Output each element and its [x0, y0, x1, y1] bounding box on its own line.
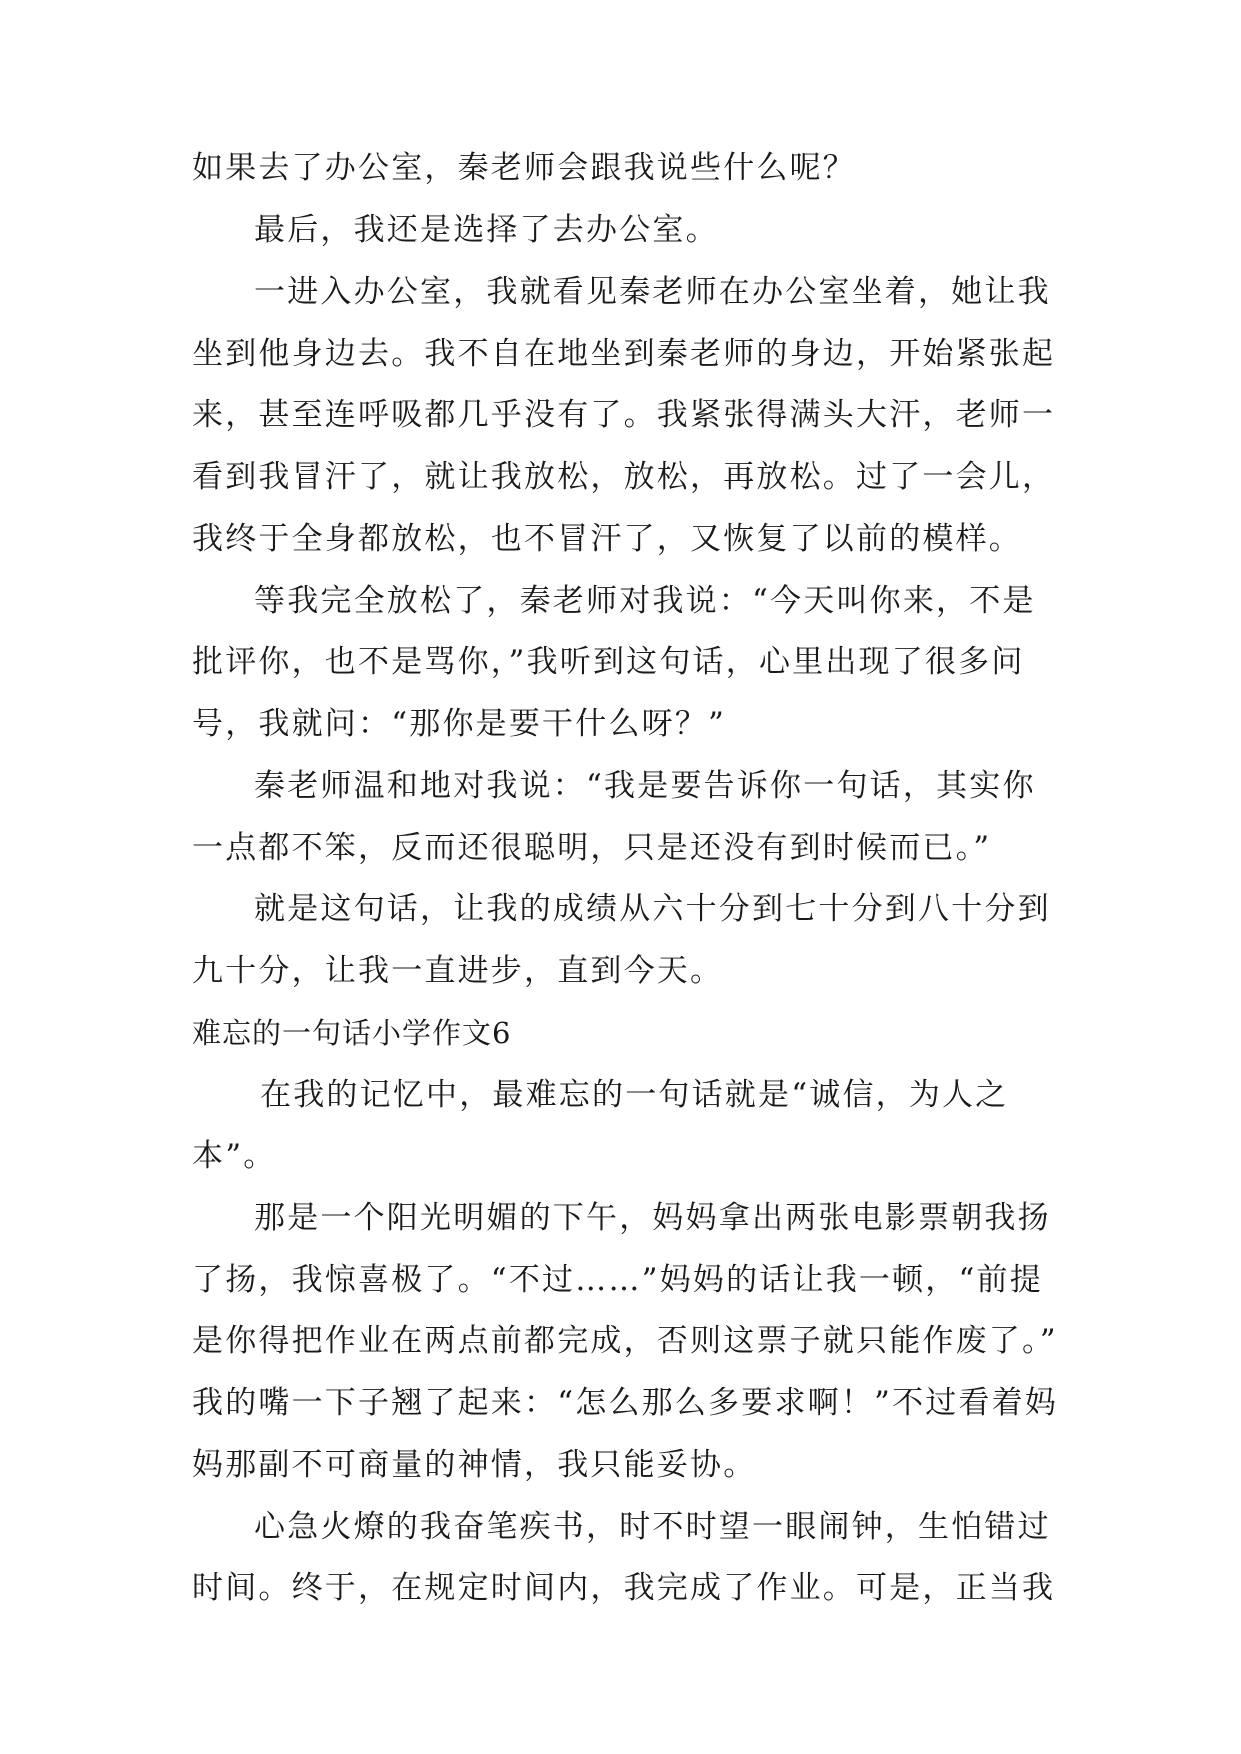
text-line: 了扬，我惊喜极了。“不过……”妈妈的话让我一顿，“前提 — [192, 1262, 1043, 1298]
text-line: 九十分，让我一直进步，直到今天。 — [192, 953, 724, 989]
text-line: 时间。终于，在规定时间内，我完成了作业。可是，正当我 — [192, 1570, 1056, 1606]
paragraph-start: 等我完全放松了，秦老师对我说：“今天叫你来，不是 — [254, 583, 1036, 619]
paragraph-start: 在我的记忆中，最难忘的一句话就是“诚信，为人之 — [260, 1077, 1009, 1113]
paragraph-start: 秦老师温和地对我说：“我是要告诉你一句话，其实你 — [254, 768, 1036, 804]
text-line: 我的嘴一下子翘了起来：“怎么那么多要求啊！”不过看着妈 — [192, 1385, 1059, 1421]
text-line: 如果去了办公室，秦老师会跟我说些什么呢？ — [192, 150, 856, 186]
text-line: 本”。 — [192, 1138, 277, 1174]
text-line: 批评你，也不是骂你，”我听到这句话，心里出现了很多问 — [192, 644, 1025, 680]
text-line: 妈那副不可商量的神情，我只能妥协。 — [192, 1447, 757, 1483]
text-line: 看到我冒汗了，就让我放松，放松，再放松。过了一会儿， — [192, 459, 1056, 495]
text-line: 是你得把作业在两点前都完成，否则这票子就只能作废了。” — [192, 1323, 1058, 1359]
text-line: 号，我就问：“那你是要干什么呀？” — [192, 706, 727, 742]
section-heading: 难忘的一句话小学作文6 — [192, 1016, 512, 1050]
text-line: 坐到他身边去。我不自在地坐到秦老师的身边，开始紧张起 — [192, 336, 1056, 372]
text-line: 我终于全身都放松，也不冒汗了，又恢复了以前的模样。 — [192, 521, 1022, 557]
paragraph-start: 就是这句话，让我的成绩从六十分到七十分到八十分到 — [254, 891, 1051, 927]
paragraph-start: 最后，我还是选择了去办公室。 — [254, 212, 719, 248]
paragraph-start: 心急火燎的我奋笔疾书，时不时望一眼闹钟，生怕错过 — [254, 1509, 1051, 1545]
paragraph-start: 一进入办公室，我就看见秦老师在办公室坐着，她让我 — [254, 274, 1051, 310]
paragraph-start: 那是一个阳光明媚的下午，妈妈拿出两张电影票朝我扬 — [254, 1200, 1051, 1236]
text-line: 一点都不笨，反而还很聪明，只是还没有到时候而已。” — [192, 830, 992, 866]
text-line: 来，甚至连呼吸都几乎没有了。我紧张得满头大汗，老师一 — [192, 397, 1056, 433]
